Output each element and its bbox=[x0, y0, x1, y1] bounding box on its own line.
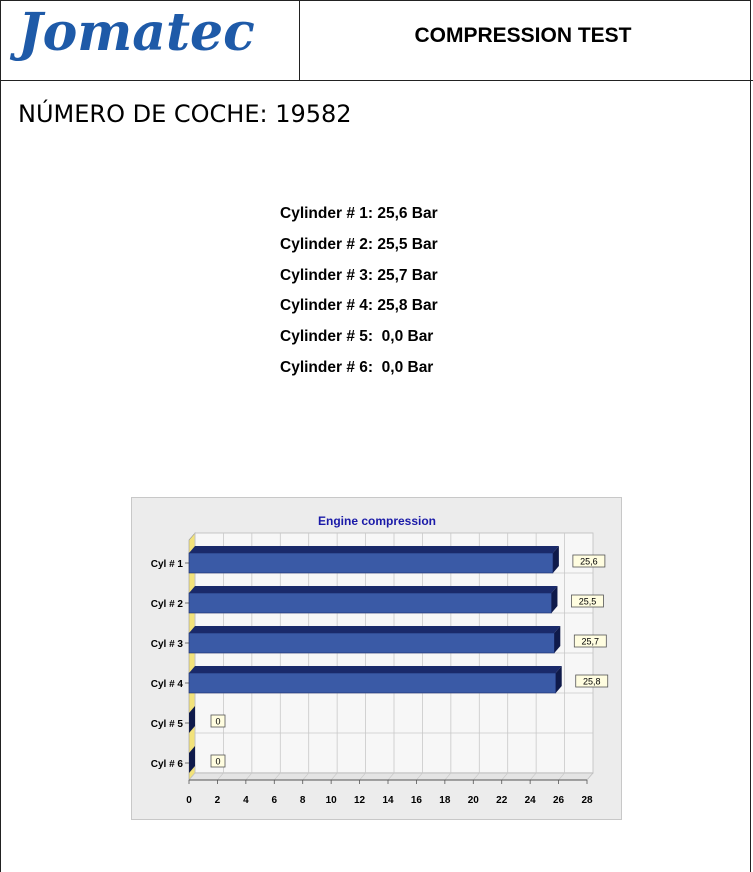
category-label: Cyl # 4 bbox=[150, 679, 183, 690]
data-label: 25,8 bbox=[582, 676, 601, 687]
data-label: 25,5 bbox=[578, 596, 597, 607]
bar bbox=[189, 593, 551, 613]
car-number: NÚMERO DE COCHE: 19582 bbox=[18, 100, 352, 128]
x-tick-label: 4 bbox=[243, 795, 249, 806]
x-tick-label: 6 bbox=[271, 795, 278, 806]
logo-cell bbox=[0, 0, 300, 80]
bar-top-face bbox=[189, 586, 557, 593]
x-tick-label: 26 bbox=[553, 795, 565, 806]
chart-body bbox=[151, 533, 608, 806]
cylinder-reading-5: Cylinder # 5: 0,0 Bar bbox=[280, 328, 434, 346]
report-header bbox=[0, 0, 753, 81]
chart-svg bbox=[132, 498, 621, 819]
cylinder-reading-2: Cylinder # 2: 25,5 Bar bbox=[280, 235, 438, 253]
cylinder-reading-4: Cylinder # 4: 25,8 Bar bbox=[280, 297, 438, 315]
category-label: Cyl # 1 bbox=[150, 559, 183, 570]
x-tick-label: 16 bbox=[410, 795, 422, 806]
category-label: Cyl # 3 bbox=[150, 639, 183, 650]
bar bbox=[189, 553, 553, 573]
x-tick-label: 8 bbox=[299, 795, 306, 806]
category-label: Cyl # 5 bbox=[150, 719, 183, 730]
x-tick-label: 22 bbox=[496, 795, 508, 806]
chart-title: Engine compression bbox=[317, 514, 437, 528]
cylinder-readings bbox=[280, 205, 438, 390]
x-tick-label: 20 bbox=[467, 795, 479, 806]
engine-compression-chart bbox=[131, 497, 622, 820]
x-tick-label: 2 bbox=[214, 795, 221, 806]
bar-top-face bbox=[189, 666, 562, 673]
company-logo: Jomatec bbox=[18, 2, 255, 63]
category-label: Cyl # 6 bbox=[150, 759, 183, 770]
cylinder-reading-1: Cylinder # 1: 25,6 Bar bbox=[280, 205, 438, 222]
category-label: Cyl # 2 bbox=[150, 599, 183, 610]
x-tick-label: 14 bbox=[382, 795, 394, 806]
x-tick-label: 10 bbox=[325, 795, 337, 806]
bar-top-face bbox=[189, 546, 559, 553]
bar bbox=[189, 673, 556, 693]
cylinder-reading-3: Cylinder # 3: 25,7 Bar bbox=[280, 266, 438, 284]
bar bbox=[189, 633, 554, 653]
data-label: 0 bbox=[215, 716, 221, 727]
report-title: COMPRESSION TEST bbox=[414, 24, 632, 47]
x-tick-label: 18 bbox=[439, 795, 451, 806]
data-label: 25,6 bbox=[580, 556, 598, 567]
x-tick-label: 12 bbox=[354, 795, 366, 806]
x-tick-label: 0 bbox=[186, 795, 192, 806]
x-tick-label: 28 bbox=[581, 795, 593, 806]
data-label: 25,7 bbox=[581, 636, 600, 647]
bar-top-face bbox=[189, 626, 560, 633]
cylinder-reading-6: Cylinder # 6: 0,0 Bar bbox=[280, 358, 434, 376]
x-tick-label: 24 bbox=[524, 795, 536, 806]
data-label: 0 bbox=[215, 756, 221, 767]
